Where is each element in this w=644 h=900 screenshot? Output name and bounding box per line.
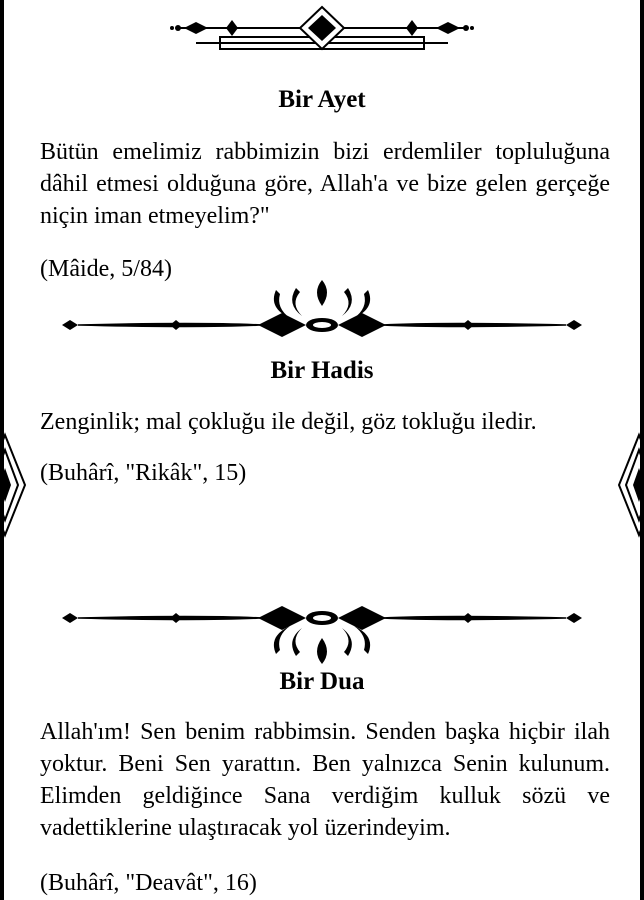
section-text-dua: Allah'ım! Sen benim rabbimsin. Senden başka hiçbir ilah yoktur. Beni Sen yarattın. Ben yalnızca Senin kulunum. Elimden geldiğince Sana verdiğim kulluk sözü ve vadettiklerine ulaştıracak yol üzerindeyim. bbox=[40, 719, 610, 841]
lotus-divider-bottom-icon bbox=[0, 590, 644, 666]
section-citation-hadis: (Buhârî, "Rikâk", 15) bbox=[40, 460, 247, 486]
top-ornament-icon bbox=[0, 5, 644, 53]
section-heading-hadis: Bir Hadis bbox=[270, 357, 374, 384]
section-text-ayet: Bütün emelimiz rabbimizin bizi erdemliler topluluğuna dâhil etmesi olduğuna göre, Allah'a ve bize gelen gerçeğe niçin iman etmeyelim?" bbox=[40, 139, 610, 229]
section-heading-ayet: Bir Ayet bbox=[278, 86, 366, 113]
lotus-divider-top-icon bbox=[0, 278, 644, 346]
side-diamond-ornament-left-icon bbox=[0, 430, 30, 540]
section-citation-dua: (Buhârî, "Deavât", 16) bbox=[40, 870, 257, 896]
section-heading-dua: Bir Dua bbox=[279, 668, 365, 695]
section-citation-ayet: (Mâide, 5/84) bbox=[40, 256, 172, 282]
side-diamond-ornament-right-icon bbox=[614, 430, 644, 540]
section-text-hadis: Zenginlik; mal çokluğu ile değil, göz tokluğu iledir. bbox=[40, 409, 537, 435]
